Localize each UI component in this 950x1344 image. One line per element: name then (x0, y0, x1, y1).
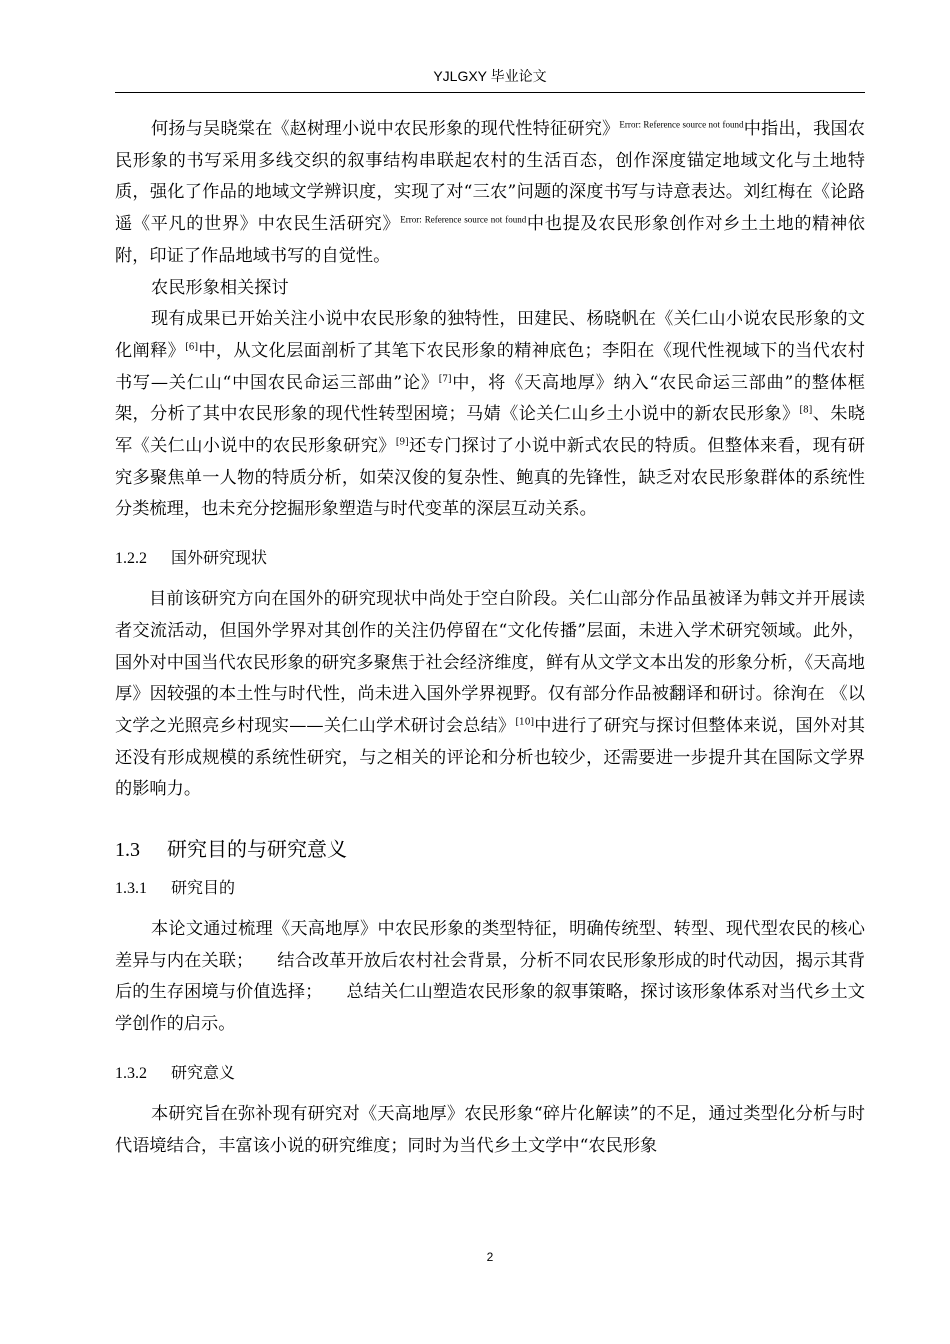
paragraph-text: 中，将《天高地厚》纳入“农民命运三部曲”的整体框架，分析了其中农民形象的现代性转型困境；马婧《论关仁山乡土小说中的新农民形象》 (115, 372, 865, 425)
section-heading-1-3 (115, 836, 865, 864)
paragraph-text: 总结关仁山塑造农民形象的叙事策略，探讨该形象体系对当代乡土文学创作的启示。 (115, 982, 865, 1035)
paragraph-text: 本论文通过梳理《天高地厚》中农民形象的类型特征，明确传统型、转型、现代型农民的核心差异与内在关联； (115, 919, 865, 971)
section-heading-1-3-2 (115, 1063, 865, 1085)
section-title: 研究目的与研究意义 (167, 839, 347, 862)
paragraph-text: 中进行了研究与探讨但整体来说，国外对其还没有形成规模的系统性研究，与之相关的评论和分析也较少，还需要进一步提升其在国际文学界的影响力。 (115, 715, 865, 800)
paragraph-text: 目前该研究方向在国外的研究现状中尚处于空白阶段。关仁山部分作品虽被译为韩文并开展读者交流活动，但国外学界对其创作的关注仍停留在“文化传播”层面，未进入学术研究领域。此外，国外对中国当代农民形象的研究多聚焦于社会经济维度，鲜有从文学文本出发的形象分析，《天高地厚》因较强的本土性与时代性，尚未进入国外学界视野。仅有部分作品被翻译和研讨。徐洵在 《以文学之光照亮乡村现实——关仁山学术研讨会总结》 (115, 589, 865, 736)
section-heading-1-3-1 (115, 878, 865, 900)
paragraph-text: 中，从文化层面剖析了其笔下农民形象的精神底色；李阳在《现代性视域下的当代农村书写—关仁山“中国农民命运三部曲”论》 (115, 340, 865, 393)
page-header: YJLGXY 毕业论文 (433, 68, 547, 84)
page-number: 2 (486, 1250, 494, 1264)
paragraph-text: 本研究旨在弥补现有研究对《天高地厚》农民形象“碎片化解读”的不足，通过类型化分析与时代语境结合，丰富该小说的研究维度；同时为当代乡土文学中“农民形象 (115, 1103, 865, 1156)
citation: [9] (395, 437, 409, 448)
page-body (115, 114, 865, 1162)
section-number: 1.2.2 (115, 550, 147, 568)
paragraph-research-purpose (115, 914, 865, 1041)
paragraph-text: 现有成果已开始关注小说中农民形象的独特性，田建民、杨晓帆在《关仁山小说农民形象的文化阐释》 (115, 309, 865, 361)
paragraph-text: 、朱晓军《关仁山小说中的农民形象研究》 (115, 404, 865, 457)
citation: [10] (515, 717, 535, 728)
paragraph-text: 中也提及农民形象创作对乡土土地的精神依附，印证了作品地域书写的自觉性。 (115, 214, 866, 266)
section-number: 1.3.1 (115, 880, 147, 898)
paragraph-text: 还专门探讨了小说中新式农民的特质。但整体来看，现有研究多聚焦单一人物的特质分析，如荣汉俊的复杂性、鲍真的先锋性，缺乏对农民形象群体的系统性分类梳理，也未充分挖掘形象塑造与时代变革的深层互动关系。 (115, 436, 865, 520)
section-heading-1-2-2 (115, 548, 865, 570)
reference-error: Error: Reference source not found (400, 214, 527, 225)
section-title: 研究目的 (171, 880, 236, 898)
section-number: 1.3.2 (115, 1064, 147, 1082)
reference-error: Error: Reference source not found (619, 119, 744, 130)
subheading-farmer-image: 农民形象相关探讨 (151, 277, 289, 298)
citation: [6] (185, 342, 199, 353)
citation: [8] (799, 405, 813, 416)
paragraph-zhao-shuli-research (115, 114, 865, 273)
section-number: 1.3 (115, 839, 140, 862)
header-rule (115, 92, 865, 93)
citation: [7] (438, 373, 452, 384)
section-title: 研究意义 (171, 1064, 236, 1082)
paragraph-research-significance (115, 1099, 865, 1162)
paragraph-text: 结合改革开放后农村社会背景，分析不同农民形象形成的时代动因，揭示其背后的生存困境与价值选择； (115, 950, 865, 1003)
paragraph-text: 何扬与吴晓棠在《赵树理小说中农民形象的现代性特征研究》 (151, 119, 620, 139)
paragraph-foreign-research (115, 584, 865, 806)
paragraph-text: 中指出，我国农民形象的书写采用多线交织的叙事结构串联起农村的生活百态，创作深度锚定地域文化与土地特质，强化了作品的地域文学辨识度，实现了对“三农”问题的深度书写与诗意表达。刘红梅在《论路遥《平凡的世界》中农民生活研究》 (115, 119, 865, 235)
section-title: 国外研究现状 (171, 550, 268, 568)
paragraph-existing-research (115, 304, 865, 526)
